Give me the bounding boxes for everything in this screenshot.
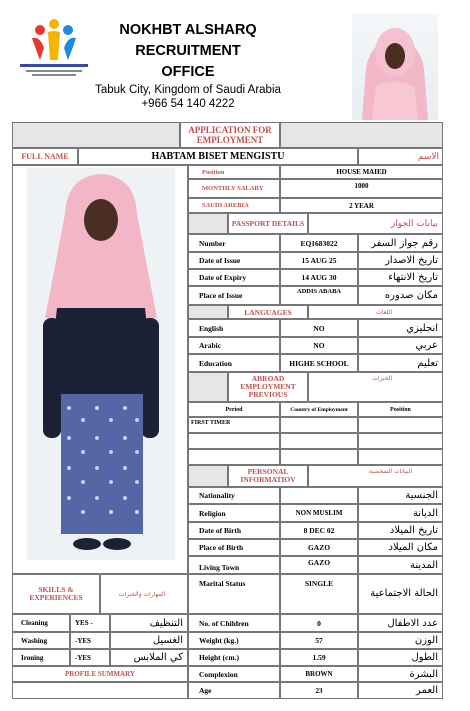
- profile-summary-body: [12, 682, 188, 699]
- office-address: Tabuk City, Kingdom of Saudi Arabia: [95, 84, 281, 96]
- personal-label-complexion: Complexion: [188, 666, 280, 682]
- passport-title-ar: بيانات الجواز: [308, 213, 443, 234]
- personal-label-marital-ar: الحالة الاجتماعية: [358, 574, 443, 614]
- job-label-position: Position: [188, 165, 280, 179]
- experience-title-ar: الخبرات: [308, 372, 443, 402]
- skill-label-cleaning: Cleaning: [12, 614, 70, 632]
- passport-title: PASSPORT DETAILS: [228, 213, 308, 234]
- language-value-arabic: NO: [280, 337, 358, 354]
- personal-label-height-ar: الطول: [358, 649, 443, 666]
- office-contact: [80, 83, 296, 111]
- title-left-pad: [12, 122, 180, 148]
- job-label-salary: MONTHLY SALARY: [188, 179, 280, 198]
- office-name: [95, 20, 281, 83]
- office-name-line1: NOKHBT ALSHARQ: [119, 22, 257, 38]
- experience-row-3-country: [280, 449, 358, 465]
- personal-label-religion-ar: الديانة: [358, 504, 443, 522]
- passport-label-expiry-date-ar: تاريخ الانتهاء: [358, 269, 443, 286]
- personal-label-living-town-ar: المدينة: [358, 556, 443, 574]
- passport-label-number-ar: رقم جواز السفر: [358, 234, 443, 252]
- experience-col-country: Country of Employment: [280, 402, 358, 417]
- passport-value-expiry-date: 14 AUG 30: [280, 269, 358, 286]
- experience-row-3-period: [188, 449, 280, 465]
- personal-label-nationality: Nationality: [188, 487, 280, 504]
- full-name-label: FULL NAME: [12, 148, 78, 165]
- personal-value-age: 23: [280, 682, 358, 699]
- passport-label-expiry-date: Date of Expiry: [188, 269, 280, 286]
- personal-value-living-town: GAZO: [280, 556, 358, 574]
- language-value-english: NO: [280, 319, 358, 337]
- languages-title: LANGUAGES: [228, 305, 308, 319]
- skill-label-washing: Washing: [12, 632, 70, 649]
- personal-value-pob: GAZO: [280, 539, 358, 556]
- passport-label-number: Number: [188, 234, 280, 252]
- personal-value-religion: NON MUSLIM: [280, 504, 358, 522]
- skill-label-ironing-ar: كي الملابس: [110, 649, 188, 666]
- skill-label-ironing: Ironing: [12, 649, 70, 666]
- experience-col-period: Period: [188, 402, 280, 417]
- job-value-contract: 2 YEAR: [280, 198, 443, 213]
- personal-value-dob: 8 DEC 02: [280, 522, 358, 539]
- personal-value-marital: SINGLE: [280, 574, 358, 614]
- profile-summary-title: PROFILE SUMMARY: [12, 666, 188, 682]
- personal-value-weight: 57: [280, 632, 358, 649]
- experience-row-1-period: FIRST TIMER: [188, 417, 280, 433]
- passport-label-issue-date-ar: تاريخ الاصدار: [358, 252, 443, 269]
- passport-value-place: ADDIS ABABA: [280, 286, 358, 305]
- education-label: Education: [188, 354, 280, 372]
- experience-row-2-position: [358, 433, 443, 449]
- skill-value-ironing: -YES: [70, 649, 110, 666]
- personal-label-religion: Religion: [188, 504, 280, 522]
- personal-label-dob-ar: تاريخ الميلاد: [358, 522, 443, 539]
- personal-label-children: No. of Children: [188, 614, 280, 632]
- application-title: APPLICATION FOR EMPLOYMENT: [180, 122, 280, 148]
- experience-row-3-position: [358, 449, 443, 465]
- personal-label-pob: Place of Birth: [188, 539, 280, 556]
- personal-label-age-ar: العمر: [358, 682, 443, 699]
- passport-label-place: Place of Issue: [188, 286, 280, 305]
- personal-title: PERSONAL INFORMATIOV: [228, 465, 308, 487]
- experience-title: ABROAD EMPLOYMENT PREVIOUS: [228, 372, 308, 402]
- experience-row-1-position: [358, 417, 443, 433]
- passport-label-issue-date: Date of Issue: [188, 252, 280, 269]
- skills-title: SKILLS & EXPERIENCES: [12, 574, 100, 614]
- education-label-ar: تعليم: [358, 354, 443, 372]
- personal-label-living-town: Living Town: [188, 556, 280, 574]
- personal-title-pad: [188, 465, 228, 487]
- languages-title-pad: [188, 305, 228, 319]
- job-value-salary: 1000: [280, 179, 443, 198]
- languages-title-ar: اللغات: [308, 305, 443, 319]
- personal-title-ar: البيانات الشخصية: [308, 465, 443, 487]
- experience-row-1-country: [280, 417, 358, 433]
- passport-label-place-ar: مكان صدوره: [358, 286, 443, 305]
- language-label-english: English: [188, 319, 280, 337]
- language-label-arabic-ar: عربي: [358, 337, 443, 354]
- personal-label-pob-ar: مكان الميلاد: [358, 539, 443, 556]
- job-value-position: HOUSE MAIED: [280, 165, 443, 179]
- personal-label-children-ar: عدد الاطفال: [358, 614, 443, 632]
- personal-value-height: 1.59: [280, 649, 358, 666]
- personal-label-nationality-ar: الجنسية: [358, 487, 443, 504]
- experience-row-2-period: [188, 433, 280, 449]
- passport-value-issue-date: 15 AUG 25: [280, 252, 358, 269]
- skill-value-cleaning: YES -: [70, 614, 110, 632]
- personal-label-dob: Date of Birth: [188, 522, 280, 539]
- skills-title-ar: المهارات والخبرات: [100, 574, 188, 614]
- candidate-photo: [27, 168, 175, 560]
- skill-label-washing-ar: الغسيل: [110, 632, 188, 649]
- full-name-label-ar: الاسم: [358, 148, 443, 165]
- company-logo: [18, 14, 90, 78]
- personal-value-nationality: [280, 487, 358, 504]
- experience-col-position: Position: [358, 402, 443, 417]
- personal-label-complexion-ar: البشرة: [358, 666, 443, 682]
- office-name-line3: OFFICE: [161, 64, 215, 80]
- office-name-line2: RECRUITMENT: [135, 43, 241, 59]
- full-name-value: HABTAM BISET MENGISTU: [78, 148, 358, 165]
- header-photo: [352, 14, 438, 120]
- passport-title-pad: [188, 213, 228, 234]
- passport-value-number: EQ1683022: [280, 234, 358, 252]
- personal-label-weight: Weight (kg.): [188, 632, 280, 649]
- personal-label-height: Height (cm.): [188, 649, 280, 666]
- personal-label-marital: Marital Status: [188, 574, 280, 614]
- skill-value-washing: -YES: [70, 632, 110, 649]
- personal-label-age: Age: [188, 682, 280, 699]
- title-right-pad: [280, 122, 443, 148]
- language-label-english-ar: انجليزي: [358, 319, 443, 337]
- office-phone: +966 54 140 4222: [141, 98, 235, 110]
- job-label-contract: SAUDI AREBIA: [188, 198, 280, 213]
- education-value: HIGHE SCHOOL: [280, 354, 358, 372]
- experience-title-pad: [188, 372, 228, 402]
- personal-value-children: 0: [280, 614, 358, 632]
- experience-row-2-country: [280, 433, 358, 449]
- personal-label-weight-ar: الوزن: [358, 632, 443, 649]
- personal-value-complexion: BROWN: [280, 666, 358, 682]
- skill-label-cleaning-ar: التنظيف: [110, 614, 188, 632]
- language-label-arabic: Arabic: [188, 337, 280, 354]
